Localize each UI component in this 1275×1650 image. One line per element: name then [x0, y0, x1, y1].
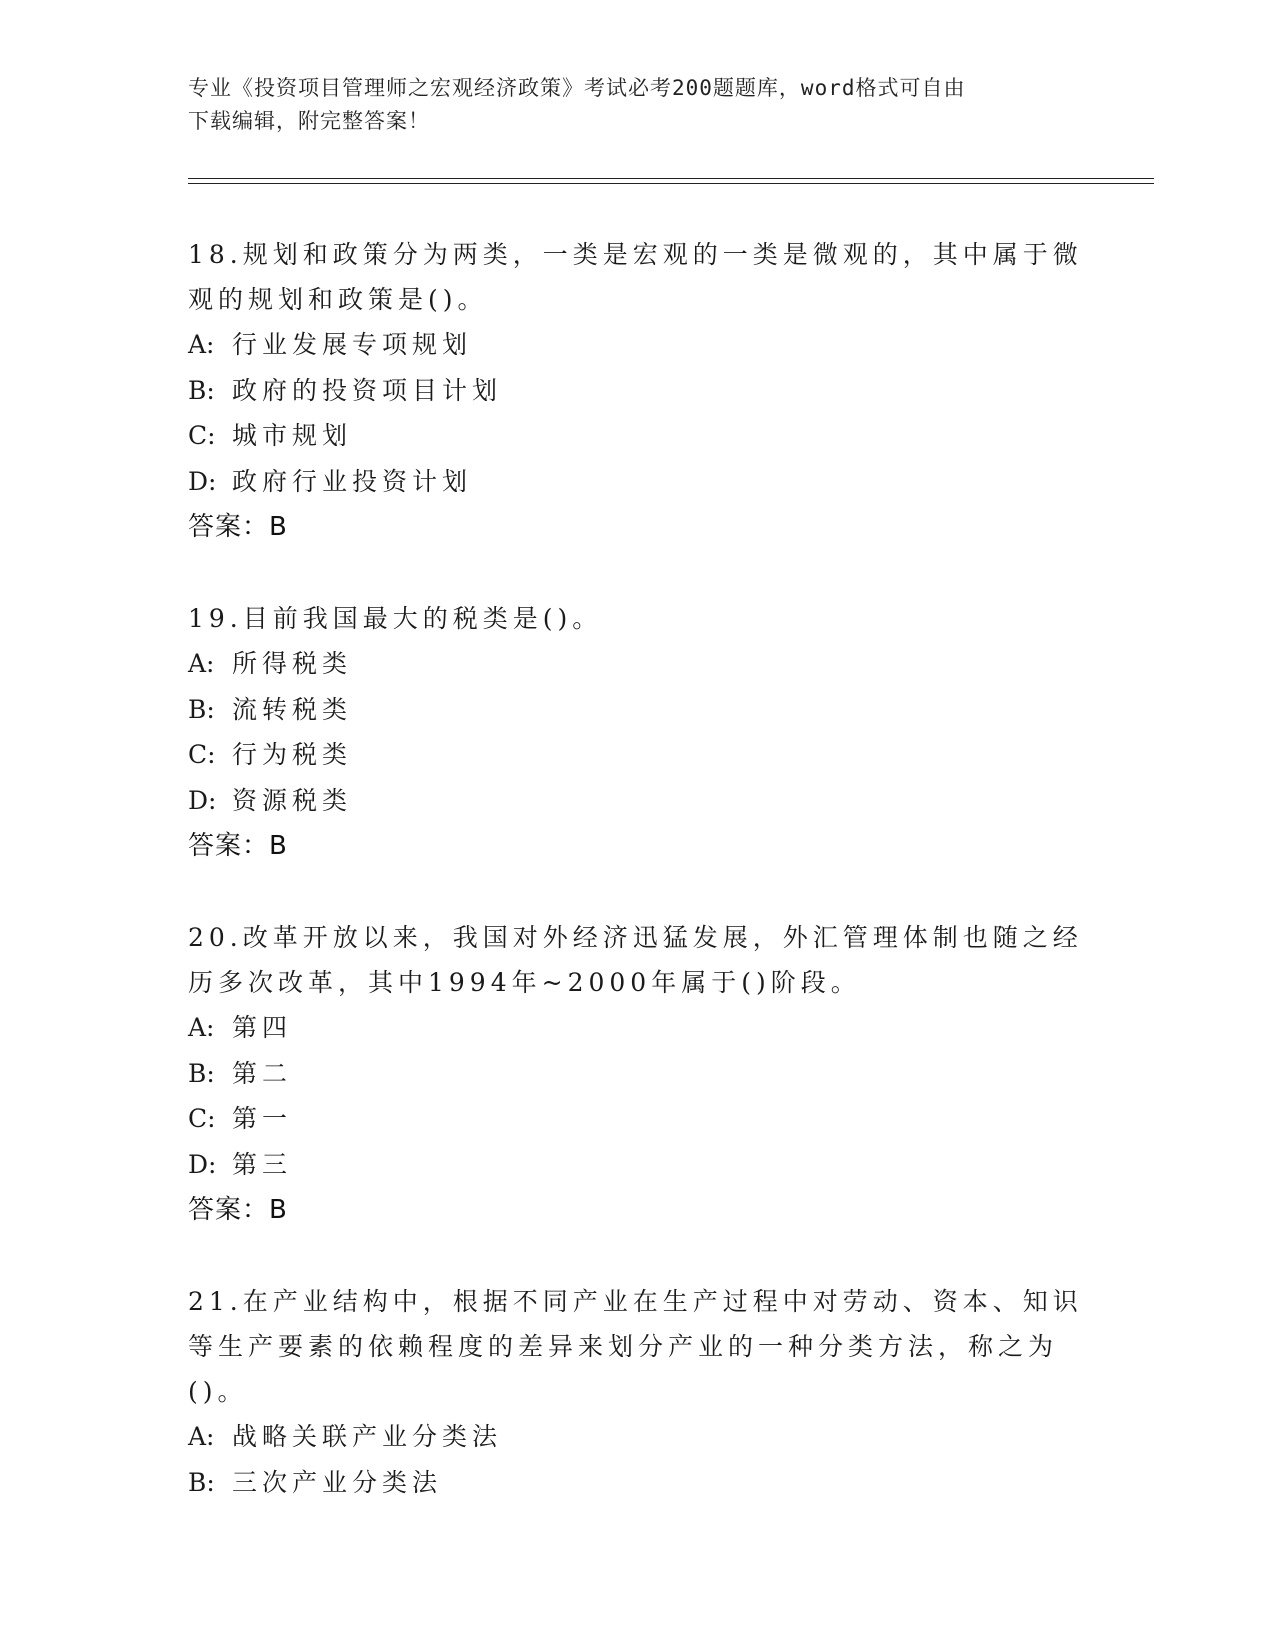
- question-21: [188, 1279, 1088, 1505]
- option-text: 流转税类: [232, 694, 353, 724]
- answer-line: 答案：B: [188, 831, 288, 861]
- option-letter: D:: [188, 466, 217, 496]
- question-20: [188, 915, 1088, 1233]
- option-letter: B:: [188, 1467, 215, 1497]
- question-18: [188, 232, 1088, 550]
- option-letter: B:: [188, 375, 215, 405]
- question-text: 21.在产业结构中，根据不同产业在生产过程中对劳动、资本、知识等生产要素的依赖程度的差异来划分产业的一种分类方法，称之为()。: [188, 1287, 1083, 1406]
- option-a: [188, 1414, 1088, 1460]
- option-c: [188, 1096, 1088, 1142]
- question-19: [188, 596, 1088, 869]
- option-letter: D:: [188, 1149, 217, 1179]
- option-d: [188, 778, 1088, 824]
- option-a: [188, 1005, 1088, 1051]
- option-d: [188, 459, 1088, 505]
- question-text: 19.目前我国最大的税类是()。: [188, 604, 603, 633]
- question-text: 20.改革开放以来，我国对外经济迅猛发展，外汇管理体制也随之经历多次改革，其中1994年~2000年属于()阶段。: [188, 923, 1083, 997]
- header-divider-bottom: [188, 183, 1154, 184]
- option-a: [188, 322, 1088, 368]
- option-b: [188, 1051, 1088, 1097]
- option-text: 资源税类: [232, 785, 353, 815]
- header-line-2: 下载编辑，附完整答案！: [188, 109, 430, 133]
- answer-line: 答案：B: [188, 512, 288, 542]
- option-text: 政府行业投资计划: [232, 466, 473, 496]
- option-letter: B:: [188, 694, 215, 724]
- answer-line: 答案：B: [188, 1195, 288, 1225]
- header-divider-top: [188, 178, 1154, 179]
- option-text: 第三: [232, 1149, 293, 1179]
- option-text: 行业发展专项规划: [232, 330, 473, 359]
- option-text: 第二: [232, 1058, 293, 1088]
- option-text: 所得税类: [232, 649, 353, 678]
- option-b: [188, 687, 1088, 733]
- option-text: 战略关联产业分类法: [232, 1422, 503, 1451]
- document-header: [188, 72, 1088, 138]
- question-text: 18.规划和政策分为两类，一类是宏观的一类是微观的，其中属于微观的规划和政策是()。: [188, 240, 1083, 314]
- option-a: [188, 641, 1088, 687]
- option-c: [188, 732, 1088, 778]
- option-text: 行为税类: [232, 740, 353, 769]
- option-text: 政府的投资项目计划: [232, 375, 503, 405]
- option-letter: C:: [188, 1104, 216, 1133]
- option-letter: C:: [188, 740, 216, 769]
- option-letter: A:: [188, 330, 215, 359]
- option-text: 第一: [232, 1104, 293, 1133]
- option-c: [188, 413, 1088, 459]
- option-text: 三次产业分类法: [232, 1467, 443, 1497]
- option-letter: B:: [188, 1058, 215, 1088]
- option-d: [188, 1142, 1088, 1188]
- option-letter: C:: [188, 421, 216, 450]
- option-text: 第四: [232, 1013, 293, 1042]
- option-letter: A:: [188, 649, 215, 678]
- option-letter: A:: [188, 1422, 215, 1451]
- option-text: 城市规划: [232, 421, 353, 450]
- option-letter: A:: [188, 1013, 215, 1042]
- option-letter: D:: [188, 785, 217, 815]
- option-b: [188, 1460, 1088, 1506]
- option-b: [188, 368, 1088, 414]
- header-line-1: 专业《投资项目管理师之宏观经济政策》考试必考200题题库，word格式可自由: [188, 76, 966, 100]
